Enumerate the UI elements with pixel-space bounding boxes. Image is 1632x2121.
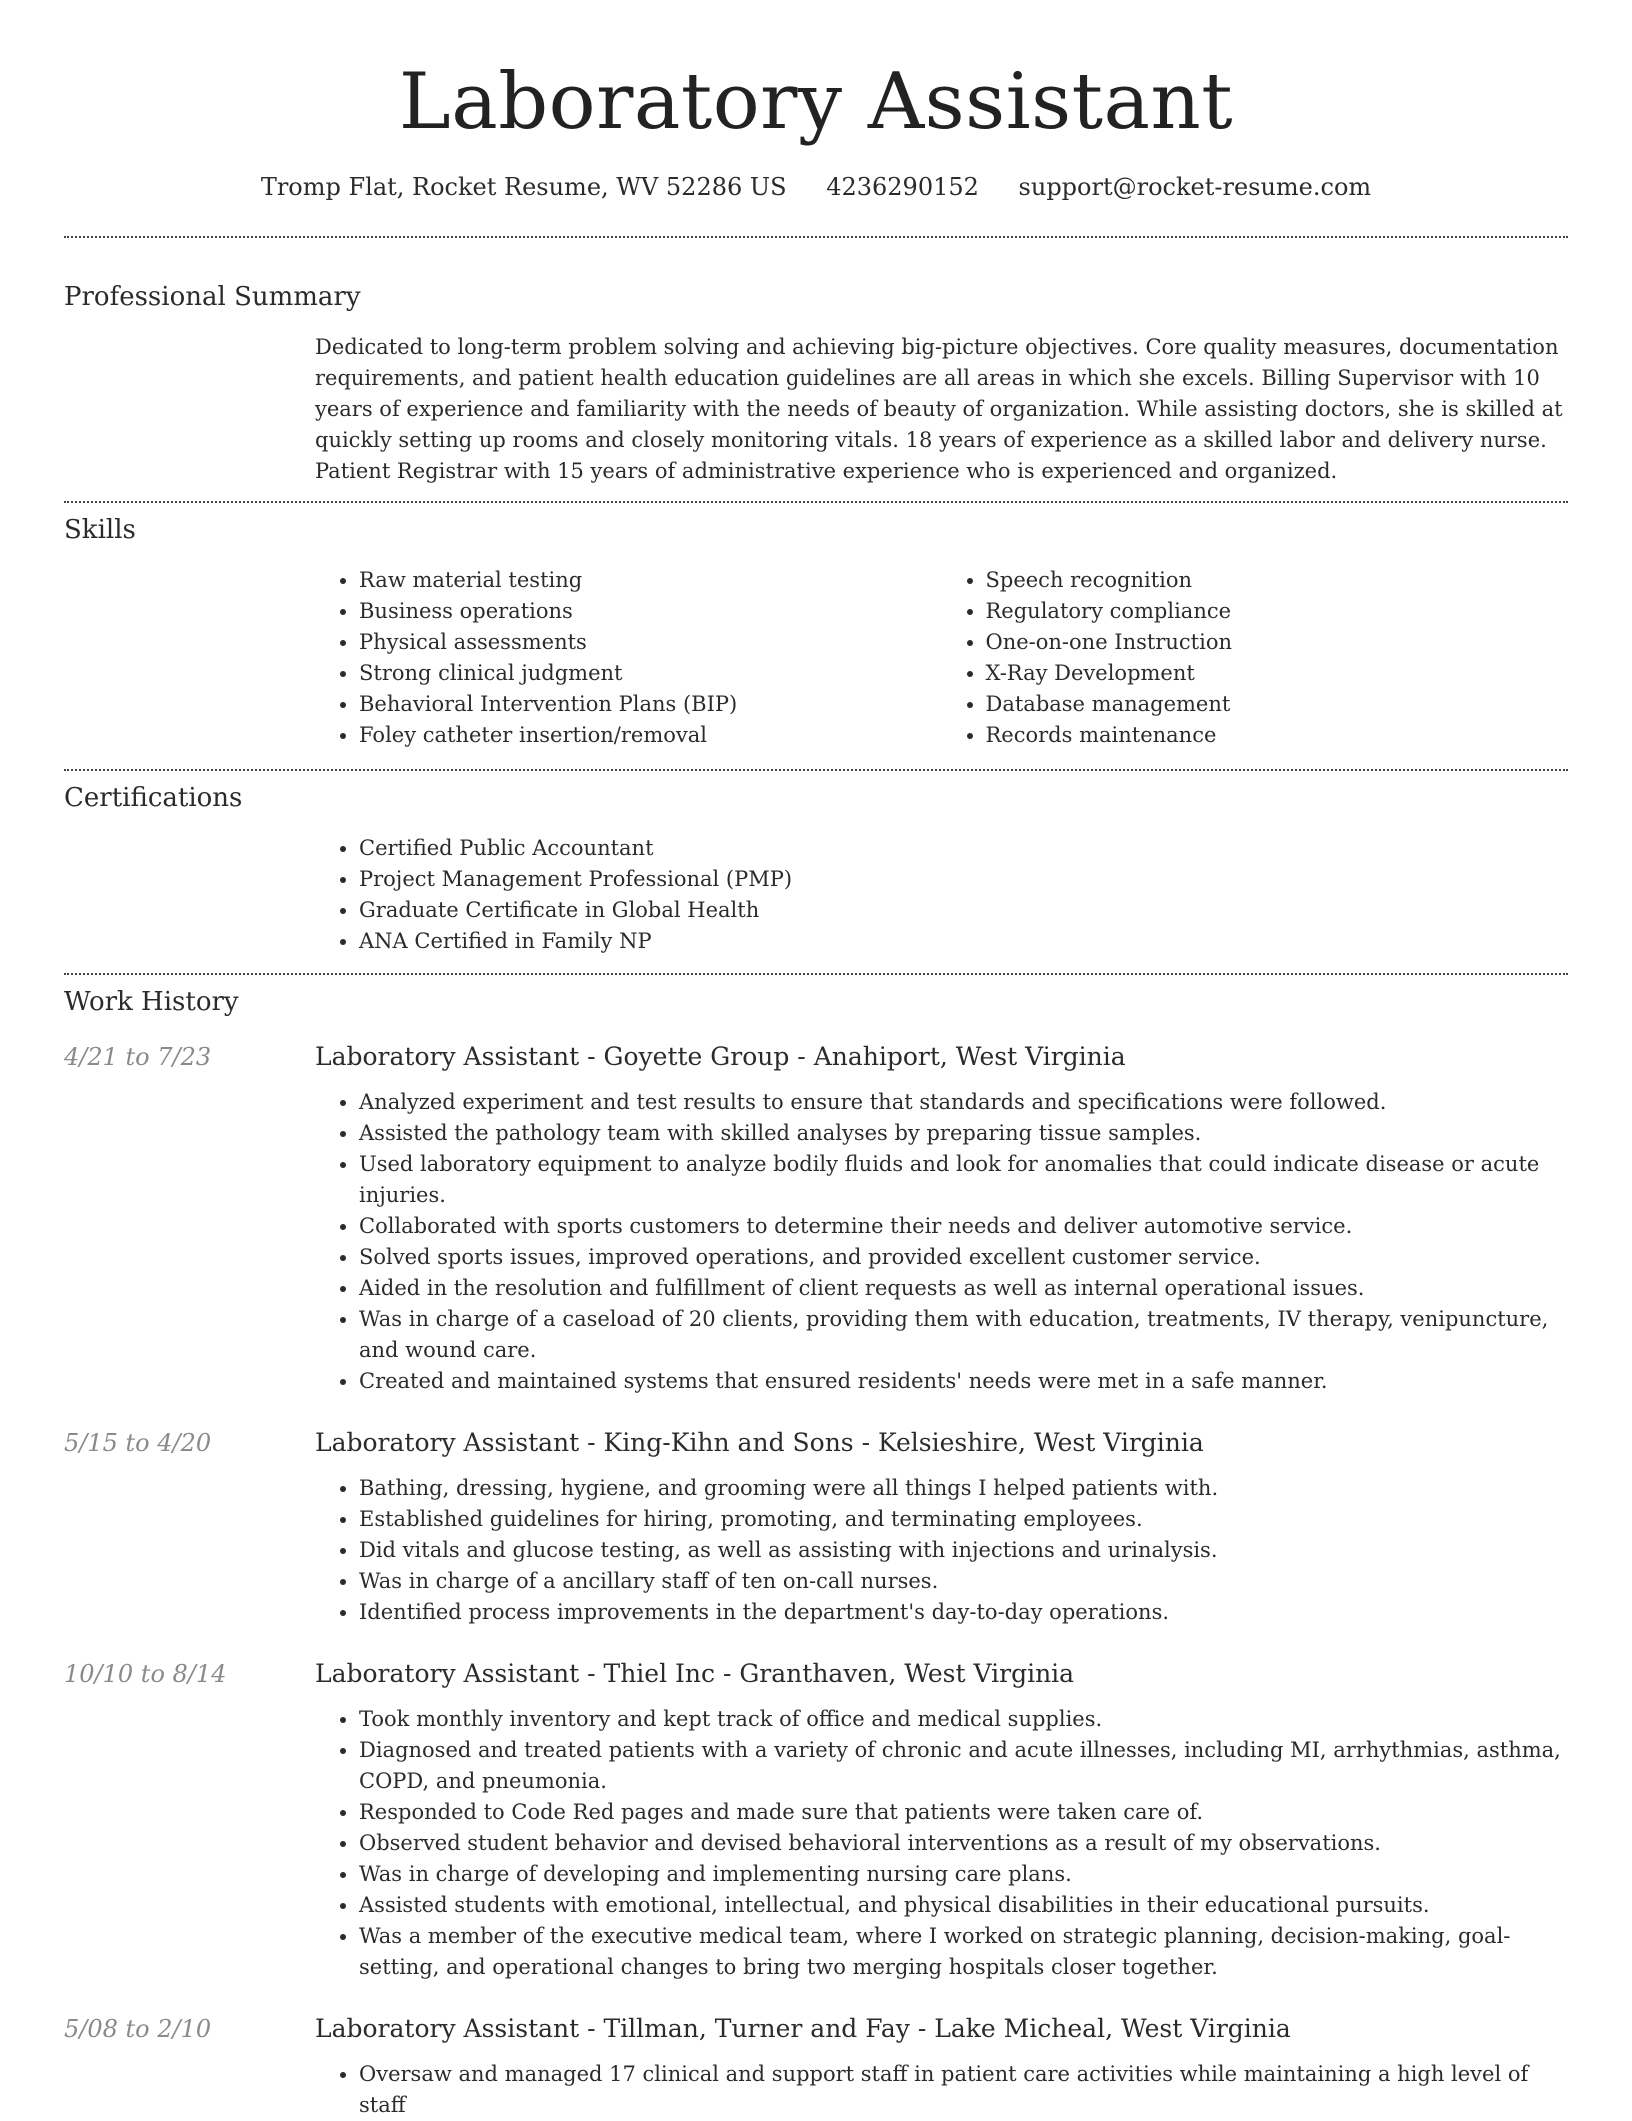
job-bullet: • Identified process improvements in the department's day-to-day operations. bbox=[359, 1597, 1568, 1628]
job-header bbox=[64, 1427, 1568, 1459]
job-bullets bbox=[315, 1087, 1568, 1397]
skills-list-right bbox=[942, 565, 1569, 751]
skill-item: • One-on-one Instruction bbox=[986, 627, 1569, 658]
skill-item: • Physical assessments bbox=[359, 627, 942, 658]
job-bullet: • Assisted students with emotional, intellectual, and physical disabilities in their educational pursuits. bbox=[359, 1890, 1568, 1921]
skill-item: • Database management bbox=[986, 689, 1569, 720]
job-bullet: • Was in charge of a ancillary staff of ten on-call nurses. bbox=[359, 1566, 1568, 1597]
job-bullet: • Established guidelines for hiring, promoting, and terminating employees. bbox=[359, 1504, 1568, 1535]
job-header bbox=[64, 2013, 1568, 2045]
section-divider bbox=[64, 769, 1568, 771]
job-bullets bbox=[315, 1704, 1568, 1983]
skill-item: • Speech recognition bbox=[986, 565, 1569, 596]
certification-item: • Graduate Certificate in Global Health bbox=[359, 895, 1568, 926]
section-divider bbox=[64, 501, 1568, 503]
job-bullet: • Oversaw and managed 17 clinical and support staff in patient care activities while maintaining a high level of staff bbox=[359, 2059, 1568, 2121]
job-title: Laboratory Assistant - Tillman, Turner and Fay - Lake Micheal, West Virginia bbox=[315, 2014, 1291, 2043]
job-bullet: • Aided in the resolution and fulfillment of client requests as well as internal operational issues. bbox=[359, 1273, 1568, 1304]
job-entry bbox=[64, 1658, 1568, 1983]
job-bullets bbox=[315, 1473, 1568, 1628]
skill-item: • Foley catheter insertion/removal bbox=[359, 720, 942, 751]
certifications-title: Certifications bbox=[64, 783, 243, 813]
skills-title: Skills bbox=[64, 515, 136, 545]
job-bullet: • Collaborated with sports customers to determine their needs and deliver automotive service. bbox=[359, 1211, 1568, 1242]
skills-grid bbox=[315, 565, 1568, 751]
job-bullet: • Analyzed experiment and test results to ensure that standards and specifications were followed. bbox=[359, 1087, 1568, 1118]
skills-section bbox=[64, 513, 1568, 751]
certifications-section bbox=[64, 781, 1568, 957]
summary-text: Dedicated to long-term problem solving and achieving big-picture objectives. Core quality measures, documentation requirements, and patient health education guidelines are all areas in which she excels. Billing Supervisor with 10 years of experience and familiarity with the needs of beauty of organization. While assisting doctors, she is skilled at quickly setting up rooms and closely monitoring vitals. 18 years of experience as a skilled labor and delivery nurse. Patient Registrar with 15 years of administrative experience who is experienced and organized. bbox=[315, 335, 1563, 483]
job-title: Laboratory Assistant - Goyette Group - Anahiport, West Virginia bbox=[315, 1042, 1126, 1071]
job-bullet: • Was a member of the executive medical team, where I worked on strategic planning, decision-making, goal-setting, and operational changes to bring two merging hospitals closer together. bbox=[359, 1921, 1568, 1983]
contact-line bbox=[64, 172, 1568, 202]
job-date: 10/10 to 8/14 bbox=[64, 1660, 227, 1688]
resume-name: Laboratory Assistant bbox=[398, 57, 1234, 147]
job-bullet: • Observed student behavior and devised behavioral interventions as a result of my observations. bbox=[359, 1828, 1568, 1859]
job-bullet: • Was in charge of a caseload of 20 clients, providing them with education, treatments, IV therapy, venipuncture, and wound care. bbox=[359, 1304, 1568, 1366]
job-header bbox=[64, 1041, 1568, 1073]
job-bullet: • Took monthly inventory and kept track of office and medical supplies. bbox=[359, 1704, 1568, 1735]
section-divider bbox=[64, 236, 1568, 238]
skills-list-left bbox=[315, 565, 942, 751]
skill-item: • Behavioral Intervention Plans (BIP) bbox=[359, 689, 942, 720]
job-date: 5/08 to 2/10 bbox=[64, 2015, 212, 2043]
job-bullet: • Bathing, dressing, hygiene, and grooming were all things I helped patients with. bbox=[359, 1473, 1568, 1504]
section-divider bbox=[64, 973, 1568, 975]
resume-page bbox=[64, 0, 1568, 2121]
job-bullet: • Responded to Code Red pages and made sure that patients were taken care of. bbox=[359, 1797, 1568, 1828]
skill-item: • Regulatory compliance bbox=[986, 596, 1569, 627]
job-bullet: • Was in charge of developing and implementing nursing care plans. bbox=[359, 1859, 1568, 1890]
summary-content bbox=[315, 332, 1568, 487]
job-title: Laboratory Assistant - King-Kihn and Sons - Kelsieshire, West Virginia bbox=[315, 1428, 1204, 1457]
certifications-content bbox=[315, 833, 1568, 957]
certification-item: • Certified Public Accountant bbox=[359, 833, 1568, 864]
work-section bbox=[64, 985, 1568, 2121]
job-entry bbox=[64, 1427, 1568, 1628]
job-header bbox=[64, 1658, 1568, 1690]
job-entry bbox=[64, 2013, 1568, 2121]
job-bullet: • Did vitals and glucose testing, as well as assisting with injections and urinalysis. bbox=[359, 1535, 1568, 1566]
skill-item: • Business operations bbox=[359, 596, 942, 627]
contact-address: Tromp Flat, Rocket Resume, WV 52286 US bbox=[260, 173, 787, 201]
job-bullet: • Diagnosed and treated patients with a variety of chronic and acute illnesses, including MI, arrhythmias, asthma, COPD, and pneumonia. bbox=[359, 1735, 1568, 1797]
certification-item: • Project Management Professional (PMP) bbox=[359, 864, 1568, 895]
job-bullet: • Created and maintained systems that ensured residents' needs were met in a safe manner. bbox=[359, 1366, 1568, 1397]
job-date: 4/21 to 7/23 bbox=[64, 1043, 212, 1071]
certifications-list bbox=[315, 833, 1568, 957]
job-title: Laboratory Assistant - Thiel Inc - Granthaven, West Virginia bbox=[315, 1659, 1075, 1688]
work-title: Work History bbox=[64, 987, 239, 1017]
skill-item: • X-Ray Development bbox=[986, 658, 1569, 689]
contact-email: support@rocket-resume.com bbox=[1018, 173, 1372, 201]
job-bullet: • Assisted the pathology team with skilled analyses by preparing tissue samples. bbox=[359, 1118, 1568, 1149]
job-date: 5/15 to 4/20 bbox=[64, 1429, 212, 1457]
contact-phone: 4236290152 bbox=[826, 173, 979, 201]
job-bullet: • Used laboratory equipment to analyze bodily fluids and look for anomalies that could indicate disease or acute injuries. bbox=[359, 1149, 1568, 1211]
job-entry bbox=[64, 1041, 1568, 1397]
summary-section bbox=[64, 280, 1568, 487]
certification-item: • ANA Certified in Family NP bbox=[359, 926, 1568, 957]
skill-item: • Records maintenance bbox=[986, 720, 1569, 751]
summary-title: Professional Summary bbox=[64, 282, 361, 312]
skill-item: • Strong clinical judgment bbox=[359, 658, 942, 689]
skill-item: • Raw material testing bbox=[359, 565, 942, 596]
job-bullet: • Solved sports issues, improved operations, and provided excellent customer service. bbox=[359, 1242, 1568, 1273]
